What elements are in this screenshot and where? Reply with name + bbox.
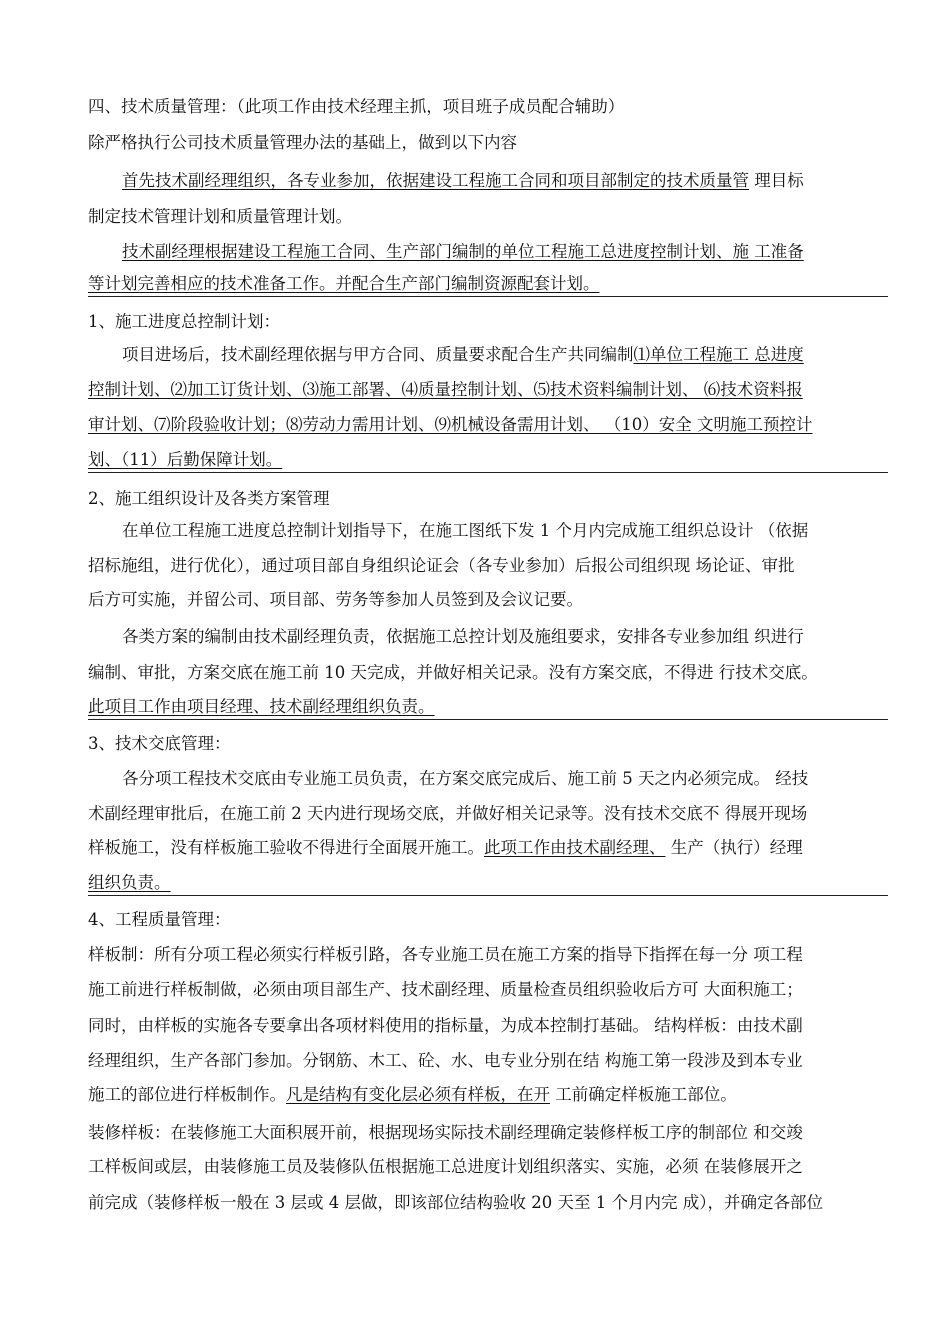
text-line: 技术副经理根据建设工程施工合同、生产部门编制的单位工程施工总进度控制计划、施 工准备 (122, 242, 804, 261)
text-line (88, 838, 803, 858)
text-segment: 工前确定样板施工部位。 (550, 1085, 737, 1104)
text-line: 招标施组，进行优化），通过项目部自身组织论证会（各专业参加）后报公司组织现 场论证、审批 (88, 556, 795, 575)
text-line: 此项目工作由项目经理、技术副经理组织负责。 (88, 697, 435, 716)
text-segment: 样板施工，没有样板施工验收不得进行全面展开施工。 (88, 838, 484, 857)
text-line: 制定技术管理计划和质量管理计划。 (88, 207, 352, 226)
underlined-text: 此项工作由技术副经理、 (484, 838, 666, 857)
text-line: 样板制：所有分项工程必须实行样板引路，各专业施工员在施工方案的指导下指挥在每一分 项工程 (88, 945, 803, 964)
text-line: 施工前进行样板制做，必须由项目部生产、技术副经理、质量检查员组织验收后方可 大面积施工； (88, 980, 803, 999)
text-segment: 施工的部位进行样板制作。 (88, 1085, 286, 1104)
text-line: 各类方案的编制由技术副经理负责，依据施工总控计划及施组要求，安排各专业参加组 织进行 (122, 627, 804, 646)
underlined-text: 凡是结构有变化层必须有样板，在开 (286, 1085, 550, 1104)
text-line: 3、技术交底管理： (88, 734, 231, 753)
text-line (122, 345, 804, 365)
text-line: 前完成（装修样板一般在 3 层或 4 层做，即该部位结构验收 20 天至 1 个月内完 成），并确定各部位 (88, 1193, 823, 1212)
text-line: 组织负责。 (88, 873, 171, 892)
text-segment: 理目标 (749, 171, 804, 190)
text-line: 控制计划、⑵加工订货计划、⑶施工部署、⑷质量控制计划、⑸技术资料编制计划、 ⑹技术资料报 (88, 380, 803, 399)
horizontal-rule (88, 719, 888, 720)
text-segment: 生产（执行）经理 (665, 838, 803, 857)
underlined-text: 首先技术副经理组织，各专业参加，依据建设工程施工合同和项目部制定的技术质量管 (122, 171, 749, 190)
horizontal-rule (88, 472, 888, 473)
text-line (88, 1085, 737, 1105)
text-line: 除严格执行公司技术质量管理办法的基础上，做到以下内容 (88, 133, 517, 152)
text-line: 1、施工进度总控制计划： (88, 312, 280, 331)
text-line: 4、工程质量管理： (88, 910, 231, 929)
text-line (122, 171, 804, 191)
text-line: 后方可实施，并留公司、项目部、劳务等参加人员签到及会议记要。 (88, 590, 583, 609)
text-line: 工样板间或层，由装修施工员及装修队伍根据施工总进度计划组织落实、实施，必须 在装修展开之 (88, 1157, 803, 1176)
horizontal-rule (88, 895, 888, 896)
text-line: 四、技术质量管理：（此项工作由技术经理主抓，项目班子成员配合辅助） (88, 97, 625, 116)
text-line: 在单位工程施工进度总控制计划指导下，在施工图纸下发 1 个月内完成施工组织总设计 （依据 (122, 521, 809, 540)
underlined-text: ⑴单位工程施工 总进度 (633, 345, 804, 364)
text-line: 各分项工程技术交底由专业施工员负责，在方案交底完成后、施工前 5 天之内必须完成。 经技 (122, 769, 809, 788)
text-line: 术副经理审批后，在施工前 2 天内进行现场交底，并做好相关记录等。没有技术交底不 得展开现场 (88, 804, 808, 823)
text-segment: 项目进场后，技术副经理依据与甲方合同、质量要求配合生产共同编制 (122, 345, 634, 364)
text-line: 装修样板：在装修施工大面积展开前，根据现场实际技术副经理确定装修样板工序的制部位 和交竣 (88, 1123, 803, 1142)
text-line: 经理组织，生产各部门参加。分钢筋、木工、砼、水、电专业分别在结 构施工第一段涉及到本专业 (88, 1051, 803, 1070)
text-line: 审计划、⑺阶段验收计划；⑻劳动力需用计划、⑼机械设备需用计划、 （10）安全 文明施工预控计 (88, 415, 813, 434)
text-line: 等计划完善相应的技术准备工作。并配合生产部门编制资源配套计划。 (88, 274, 600, 293)
text-line: 同时，由样板的实施各专要拿出各项材料使用的指标量，为成本控制打基础。 结构样板：由技术副 (88, 1016, 803, 1035)
text-line: 划、（11）后勤保障计划。 (88, 450, 283, 469)
text-line: 2、施工组织设计及各类方案管理 (88, 489, 330, 508)
horizontal-rule (88, 296, 888, 297)
text-line: 编制、审批，方案交底在施工前 10 天完成，并做好相关记录。没有方案交底，不得进 行技术交底。 (88, 663, 818, 682)
